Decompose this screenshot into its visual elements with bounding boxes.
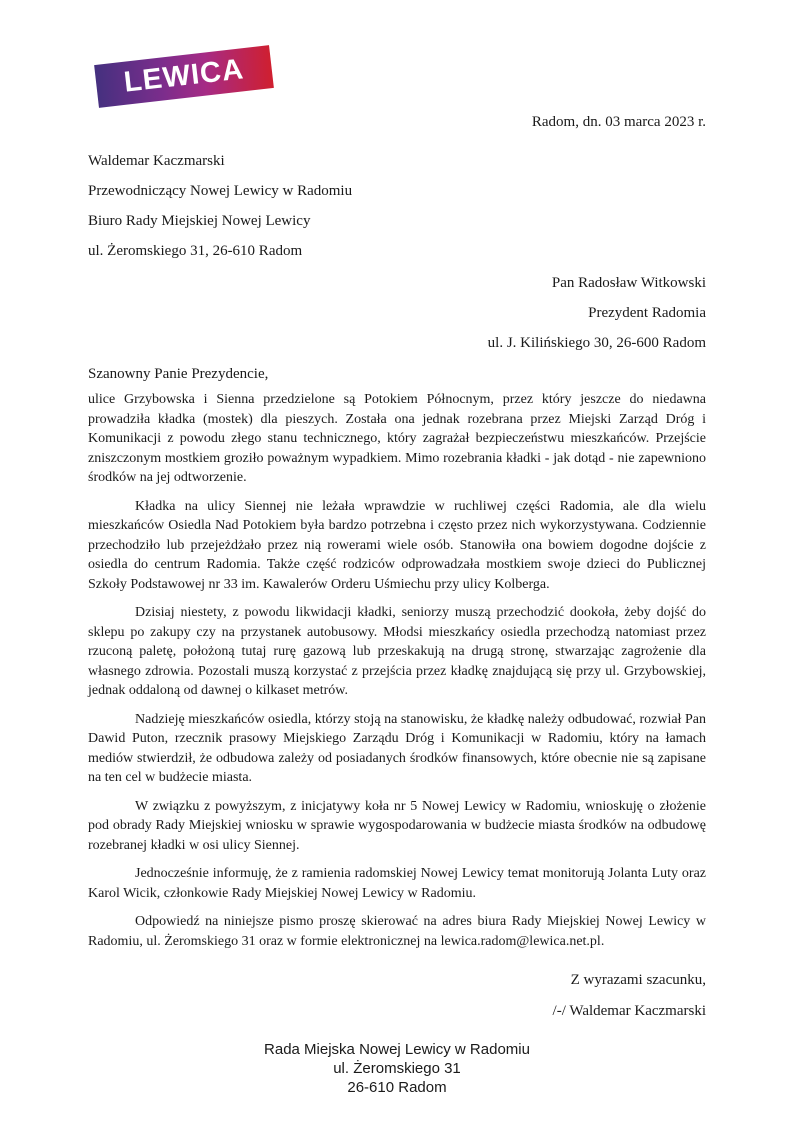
footer-street: ul. Żeromskiego 31 xyxy=(333,1060,461,1077)
recipient-name: Pan Radosław Witkowski xyxy=(551,275,706,291)
paragraph-5: W związku z powyższym, z inicjatywy koła nr 5 Nowej Lewicy w Radomiu, wnioskuję o złożenie pod obrady Rady Miejskiej wniosku w sprawie wygospodarowania w budżecie miasta środków na odbudowę rozebranej kładki w osi ulicy Siennej. xyxy=(88,798,706,853)
closing-block xyxy=(88,965,706,1027)
date-line: Radom, dn. 03 marca 2023 r. xyxy=(531,114,706,130)
paragraph-1: ulice Grzybowska i Sienna przedzielone są Potokiem Północnym, przez który jeszcze do niedawna prowadziła kładka (mostek) dla pieszych. Została ona jednak rozebrana przez Miejski Zarząd Dróg i Komunikacji z powodu złego stanu technicznego, który zagrażał bezpieczeństwu mieszkańców. Przejście zniszczonym mostkiem groziło poważnym wypadkiem. Mimo rozebrania kładki - jak dotąd - nie zapewniono środków na jej odtworzenie. xyxy=(88,392,706,485)
lewica-logo-text: LEWICA xyxy=(122,53,246,99)
sender-block xyxy=(88,146,706,266)
footer-block xyxy=(88,1040,706,1097)
footer-org: Rada Miejska Nowej Lewicy w Radomiu xyxy=(264,1041,530,1058)
recipient-block xyxy=(88,268,706,358)
sender-name: Waldemar Kaczmarski xyxy=(88,153,225,169)
signature: /-/ Waldemar Kaczmarski xyxy=(552,1003,706,1019)
letter-body xyxy=(88,390,706,951)
recipient-address: ul. J. Kilińskiego 30, 26-600 Radom xyxy=(487,335,706,351)
letter-column xyxy=(88,0,706,1097)
footer-city: 26-610 Radom xyxy=(347,1079,447,1096)
sender-office: Biuro Rady Miejskiej Nowej Lewicy xyxy=(88,213,311,229)
paragraph-7: Odpowiedź na niniejsze pismo proszę skierować na adres biura Rady Miejskiej Nowej Lewicy w Radomiu, ul. Żeromskiego 31 oraz w formie elektronicznej na lewica.radom@lewica.net.pl. xyxy=(88,914,706,949)
salutation: Szanowny Panie Prezydencie, xyxy=(88,366,269,382)
paragraph-2: Kładka na ulicy Siennej nie leżała wprawdzie w ruchliwej części Radomia, ale dla wielu mieszkańców Osiedla Nad Potokiem była bardzo potrzebna i często przez nich wykorzystywana. Codziennie przechodziło lub przejeżdżało przez nią rowerami wiele osób. Stanowiła ona bowiem dogodne dojście z osiedla do centrum Radomia. Także część rodziców odprowadzała mostkiem swoje dzieci do Publicznej Szkoły Podstawowej nr 33 im. Kawalerów Orderu Uśmiechu przy ulicy Kolberga. xyxy=(88,498,706,592)
closing-phrase: Z wyrazami szacunku, xyxy=(570,972,706,988)
sender-title: Przewodniczący Nowej Lewicy w Radomiu xyxy=(88,183,353,199)
paragraph-3: Dzisiaj niestety, z powodu likwidacji kładki, seniorzy muszą przechodzić dookoła, żeby dojść do sklepu po zakupy czy na przystanek autobusowy. Młodsi mieszkańcy osiedla przechodzą natomiast przez rzuconą paletę, położoną tutaj rurę gazową lub przeskakują na drugą stronę, stwarzając zagrożenie dla własnego zdrowia. Pozostali muszą korzystać z przejścia przez kładkę znajdującą się przy ul. Grzybowskiej, jednak oddaloną od dawnej o kilkaset metrów. xyxy=(88,605,706,698)
sender-address: ul. Żeromskiego 31, 26-610 Radom xyxy=(88,243,303,259)
recipient-title: Prezydent Radomia xyxy=(588,305,706,321)
paragraph-4: Nadzieję mieszkańców osiedla, którzy stoją na stanowisku, że kładkę należy odbudować, rozwiał Pan Dawid Puton, rzecznik prasowy Miejskiego Zarządu Dróg i Komunikacji w Radomiu, który na łamach mediów stwierdził, że odbudowa zależy od posiadanych środków finansowych, które obecnie nie są zapisane na ten cel w budżecie miasta. xyxy=(88,711,706,785)
paragraph-6: Jednocześnie informuję, że z ramienia radomskiej Nowej Lewicy temat monitorują Jolanta Luty oraz Karol Wicik, członkowie Rady Miejskiej Nowej Lewicy w Radomiu. xyxy=(88,866,706,901)
